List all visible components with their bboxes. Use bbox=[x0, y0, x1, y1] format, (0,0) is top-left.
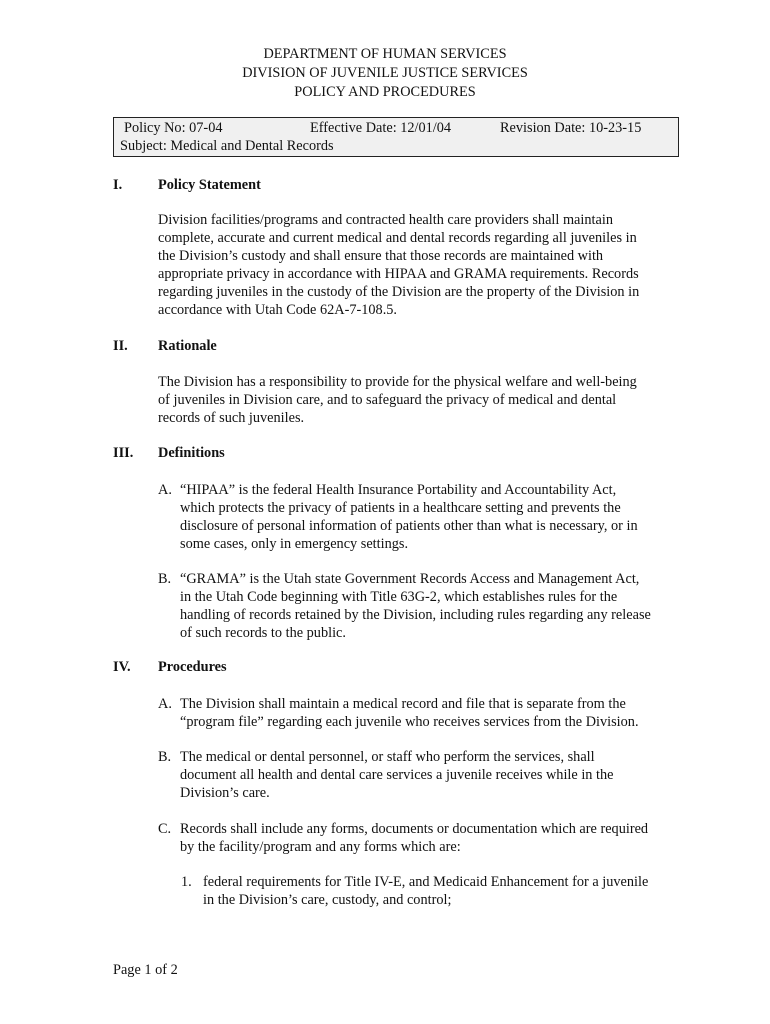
document-header bbox=[0, 45, 770, 102]
text-line: federal requirements for Title IV-E, and Medicaid Enhancement for a juvenile bbox=[203, 874, 649, 890]
text-line: Records shall include any forms, documents or documentation which are required bbox=[180, 821, 649, 837]
text-line: the Division’s custody and shall ensure that those records are maintained with bbox=[158, 248, 604, 264]
section-title-definitions: Definitions bbox=[158, 445, 225, 461]
text-line: some cases, only in emergency settings. bbox=[180, 536, 409, 552]
list-label: B. bbox=[158, 749, 172, 765]
section-number: I. bbox=[113, 177, 123, 193]
section-title-rationale: Rationale bbox=[158, 338, 217, 354]
revision-date: Revision Date: 10-23-15 bbox=[500, 120, 642, 136]
text-line: in the Utah Code beginning with Title 63G-2, which establishes rules for the bbox=[180, 589, 618, 605]
page-number: Page 1 of 2 bbox=[113, 962, 178, 978]
subject: Subject: Medical and Dental Records bbox=[120, 138, 334, 154]
policy-info-box bbox=[113, 117, 679, 157]
text-line: handling of records retained by the Division, including rules regarding any release bbox=[180, 607, 651, 623]
text-line: “GRAMA” is the Utah state Government Records Access and Management Act, bbox=[180, 571, 640, 587]
header-division: DIVISION OF JUVENILE JUSTICE SERVICES bbox=[242, 65, 528, 81]
text-line: regarding juveniles in the custody of the Division are the property of the Division in bbox=[158, 284, 640, 300]
text-line: of such records to the public. bbox=[180, 625, 346, 641]
text-line: of juveniles in Division care, and to safeguard the privacy of medical and dental bbox=[158, 392, 617, 408]
policy-number: Policy No: 07-04 bbox=[124, 120, 223, 136]
section-title-policy-statement: Policy Statement bbox=[158, 177, 261, 193]
text-line: in the Division’s care, custody, and control; bbox=[203, 892, 452, 908]
text-line: by the facility/program and any forms which are: bbox=[180, 839, 461, 855]
list-label: A. bbox=[158, 482, 172, 498]
list-label: B. bbox=[158, 571, 172, 587]
section-number: IV. bbox=[113, 659, 131, 675]
text-line: appropriate privacy in accordance with HIPAA and GRAMA requirements. Records bbox=[158, 266, 639, 282]
policy-statement-paragraph bbox=[158, 211, 678, 319]
header-department: DEPARTMENT OF HUMAN SERVICES bbox=[263, 46, 507, 62]
text-line: Division facilities/programs and contracted health care providers shall maintain bbox=[158, 212, 613, 228]
header-policy: POLICY AND PROCEDURES bbox=[294, 84, 476, 100]
text-line: records of such juveniles. bbox=[158, 410, 305, 426]
list-label: 1. bbox=[181, 874, 192, 890]
text-line: The medical or dental personnel, or staff who perform the services, shall bbox=[180, 749, 595, 765]
text-line: accordance with Utah Code 62A-7-108.5. bbox=[158, 302, 397, 318]
list-label: C. bbox=[158, 821, 172, 837]
section-number: III. bbox=[113, 445, 134, 461]
text-line: “HIPAA” is the federal Health Insurance Portability and Accountability Act, bbox=[180, 482, 617, 498]
text-line: Division’s care. bbox=[180, 785, 270, 801]
text-line: “program file” regarding each juvenile who receives services from the Division. bbox=[180, 714, 639, 730]
section-number: II. bbox=[113, 338, 128, 354]
list-label: A. bbox=[158, 696, 172, 712]
text-line: The Division has a responsibility to provide for the physical welfare and well-being bbox=[158, 374, 637, 390]
text-line: disclosure of personal information of patients other than what is necessary, or in bbox=[180, 518, 638, 534]
effective-date: Effective Date: 12/01/04 bbox=[310, 120, 452, 136]
text-line: which protects the privacy of patients in a healthcare setting and prevents the bbox=[180, 500, 621, 516]
text-line: complete, accurate and current medical and dental records regarding all juveniles in bbox=[158, 230, 637, 246]
text-line: The Division shall maintain a medical record and file that is separate from the bbox=[180, 696, 626, 712]
rationale-paragraph bbox=[158, 373, 678, 427]
section-title-procedures: Procedures bbox=[158, 659, 227, 675]
text-line: document all health and dental care services a juvenile receives while in the bbox=[180, 767, 614, 783]
